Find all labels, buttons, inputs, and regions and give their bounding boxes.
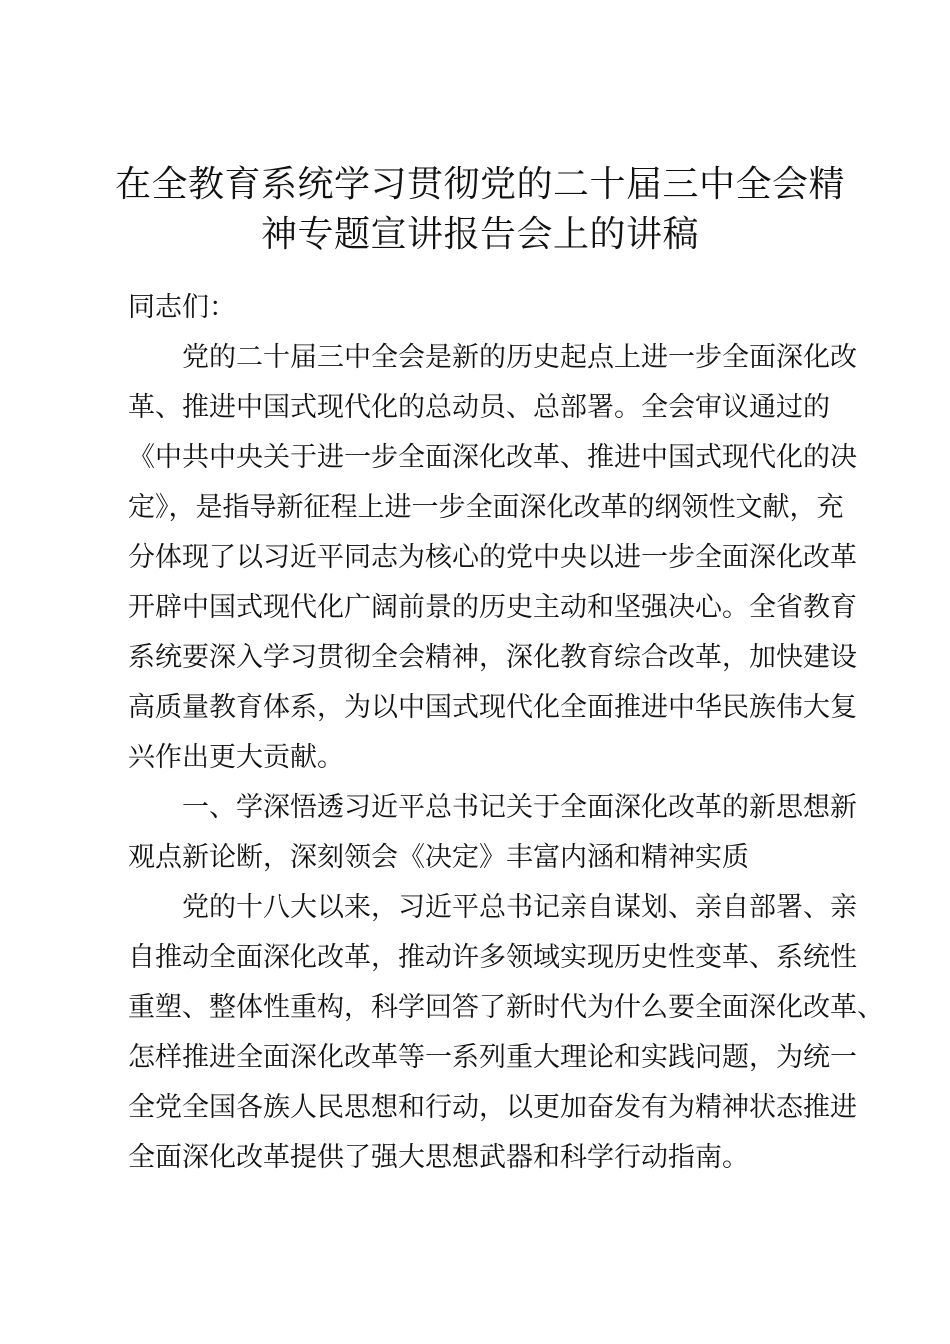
paragraph-line: 系统要深入学习贯彻全会精神，深化教育综合改革，加快建设	[128, 642, 857, 673]
document-title	[110, 160, 850, 260]
paragraph-line: 全党全国各族人民思想和行动，以更加奋发有为精神状态推进	[128, 1092, 857, 1123]
paragraph-line: 高质量教育体系，为以中国式现代化全面推进中华民族伟大复	[128, 692, 857, 723]
paragraph-line: 定》，是指导新征程上进一步全面深化改革的纲领性文献，充	[128, 492, 844, 523]
title-line-2: 神专题宣讲报告会上的讲稿	[260, 214, 699, 255]
document-body	[128, 283, 884, 1183]
paragraph-line: 自推动全面深化改革，推动许多领域实现历史性变革、系统性	[128, 942, 857, 973]
section-heading-line: 一、学深悟透习近平总书记关于全面深化改革的新思想新	[182, 792, 857, 823]
paragraph-line: 党的二十届三中全会是新的历史起点上进一步全面深化改	[182, 342, 857, 373]
paragraph-line: 重塑、整体性重构，科学回答了新时代为什么要全面深化改革、	[128, 992, 884, 1023]
salutation: 同志们：	[128, 292, 236, 323]
paragraph-line: 党的十八大以来，习近平总书记亲自谋划、亲自部署、亲	[182, 892, 857, 923]
paragraph-line: 分体现了以习近平同志为核心的党中央以进一步全面深化改革	[128, 542, 857, 573]
paragraph-line: 兴作出更大贡献。	[128, 742, 344, 773]
paragraph-line: 开辟中国式现代化广阔前景的历史主动和坚强决心。全省教育	[128, 592, 857, 623]
section-heading-line: 观点新论断，深刻领会《决定》丰富内涵和精神实质	[128, 842, 749, 873]
paragraph-line: 革、推进中国式现代化的总动员、总部署。全会审议通过的	[128, 392, 830, 423]
paragraph-line: 全面深化改革提供了强大思想武器和科学行动指南。	[128, 1142, 749, 1173]
title-line-1: 在全教育系统学习贯彻党的二十届三中全会精	[114, 164, 845, 205]
paragraph-line: 怎样推进全面深化改革等一系列重大理论和实践问题，为统一	[128, 1042, 857, 1073]
paragraph-line: 《中共中央关于进一步全面深化改革、推进中国式现代化的决	[128, 442, 857, 473]
